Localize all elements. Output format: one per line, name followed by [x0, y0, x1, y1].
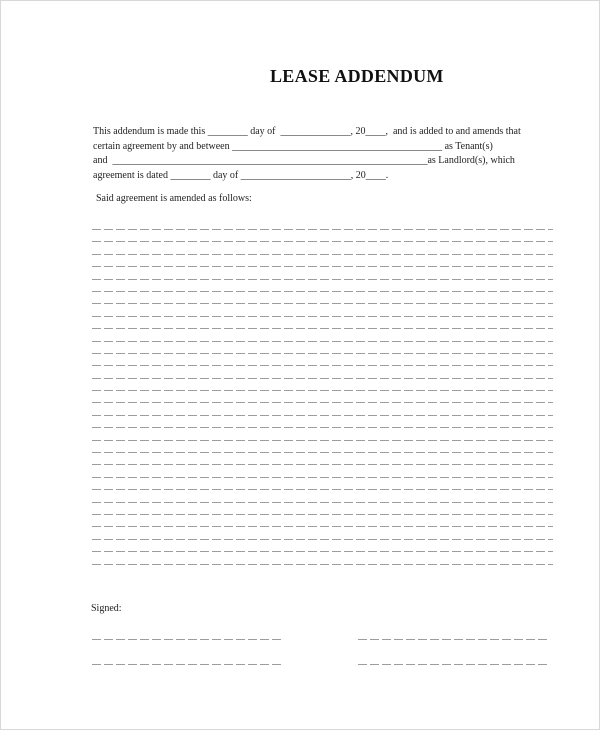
- amendment-rule-line: [92, 489, 553, 490]
- amendment-rule-line: [92, 464, 553, 465]
- intro-line-3: and _______________________________________________________________as Landlord(s), which: [93, 155, 515, 167]
- signature-line-left-2: [92, 664, 284, 665]
- amendment-rule-line: [92, 254, 553, 255]
- amendment-rule-line: [92, 427, 553, 428]
- amendment-rule-line: [92, 266, 553, 267]
- amendment-rule-line: [92, 526, 553, 527]
- intro-line-1: This addendum is made this ________ day of ______________, 20____, and is added to and amends that: [93, 126, 521, 137]
- amendment-rule-line: [92, 229, 553, 230]
- amendment-rule-line: [92, 514, 553, 515]
- amendment-rule-line: [92, 241, 553, 242]
- amendment-rule-line: [92, 415, 553, 416]
- intro-line-2: certain agreement by and between __________________________________________ as Tenant(s): [93, 140, 493, 152]
- amendment-rule-line: [92, 477, 553, 478]
- amendment-rule-line: [92, 390, 553, 391]
- amendment-rule-line: [92, 402, 553, 403]
- signature-line-left-1: [92, 639, 284, 640]
- intro-paragraph: [93, 125, 521, 183]
- document-title: LEASE ADDENDUM: [270, 66, 444, 86]
- amendment-rule-line: [92, 328, 553, 329]
- amendment-rule-line: [92, 452, 553, 453]
- amendment-rule-line: [92, 378, 553, 379]
- amendment-rule-line: [92, 291, 553, 292]
- amendment-rule-line: [92, 551, 553, 552]
- signed-label: Signed:: [91, 603, 122, 614]
- amendment-rule-line: [92, 303, 553, 304]
- amended-heading: Said agreement is amended as follows:: [96, 193, 252, 204]
- signature-line-right-2: [358, 664, 548, 665]
- amendment-rule-line: [92, 365, 553, 366]
- amendment-rule-line: [92, 502, 553, 503]
- amendment-rule-line: [92, 316, 553, 317]
- amendment-rule-line: [92, 353, 553, 354]
- amendment-rule-line: [92, 279, 553, 280]
- amendment-rule-line: [92, 341, 553, 342]
- amendment-lines: [92, 229, 553, 576]
- amendment-rule-line: [92, 564, 553, 565]
- intro-line-4: agreement is dated ________ day of ______________________, 20____.: [93, 169, 389, 181]
- amendment-rule-line: [92, 539, 553, 540]
- signature-line-right-1: [358, 639, 548, 640]
- amendment-rule-line: [92, 440, 553, 441]
